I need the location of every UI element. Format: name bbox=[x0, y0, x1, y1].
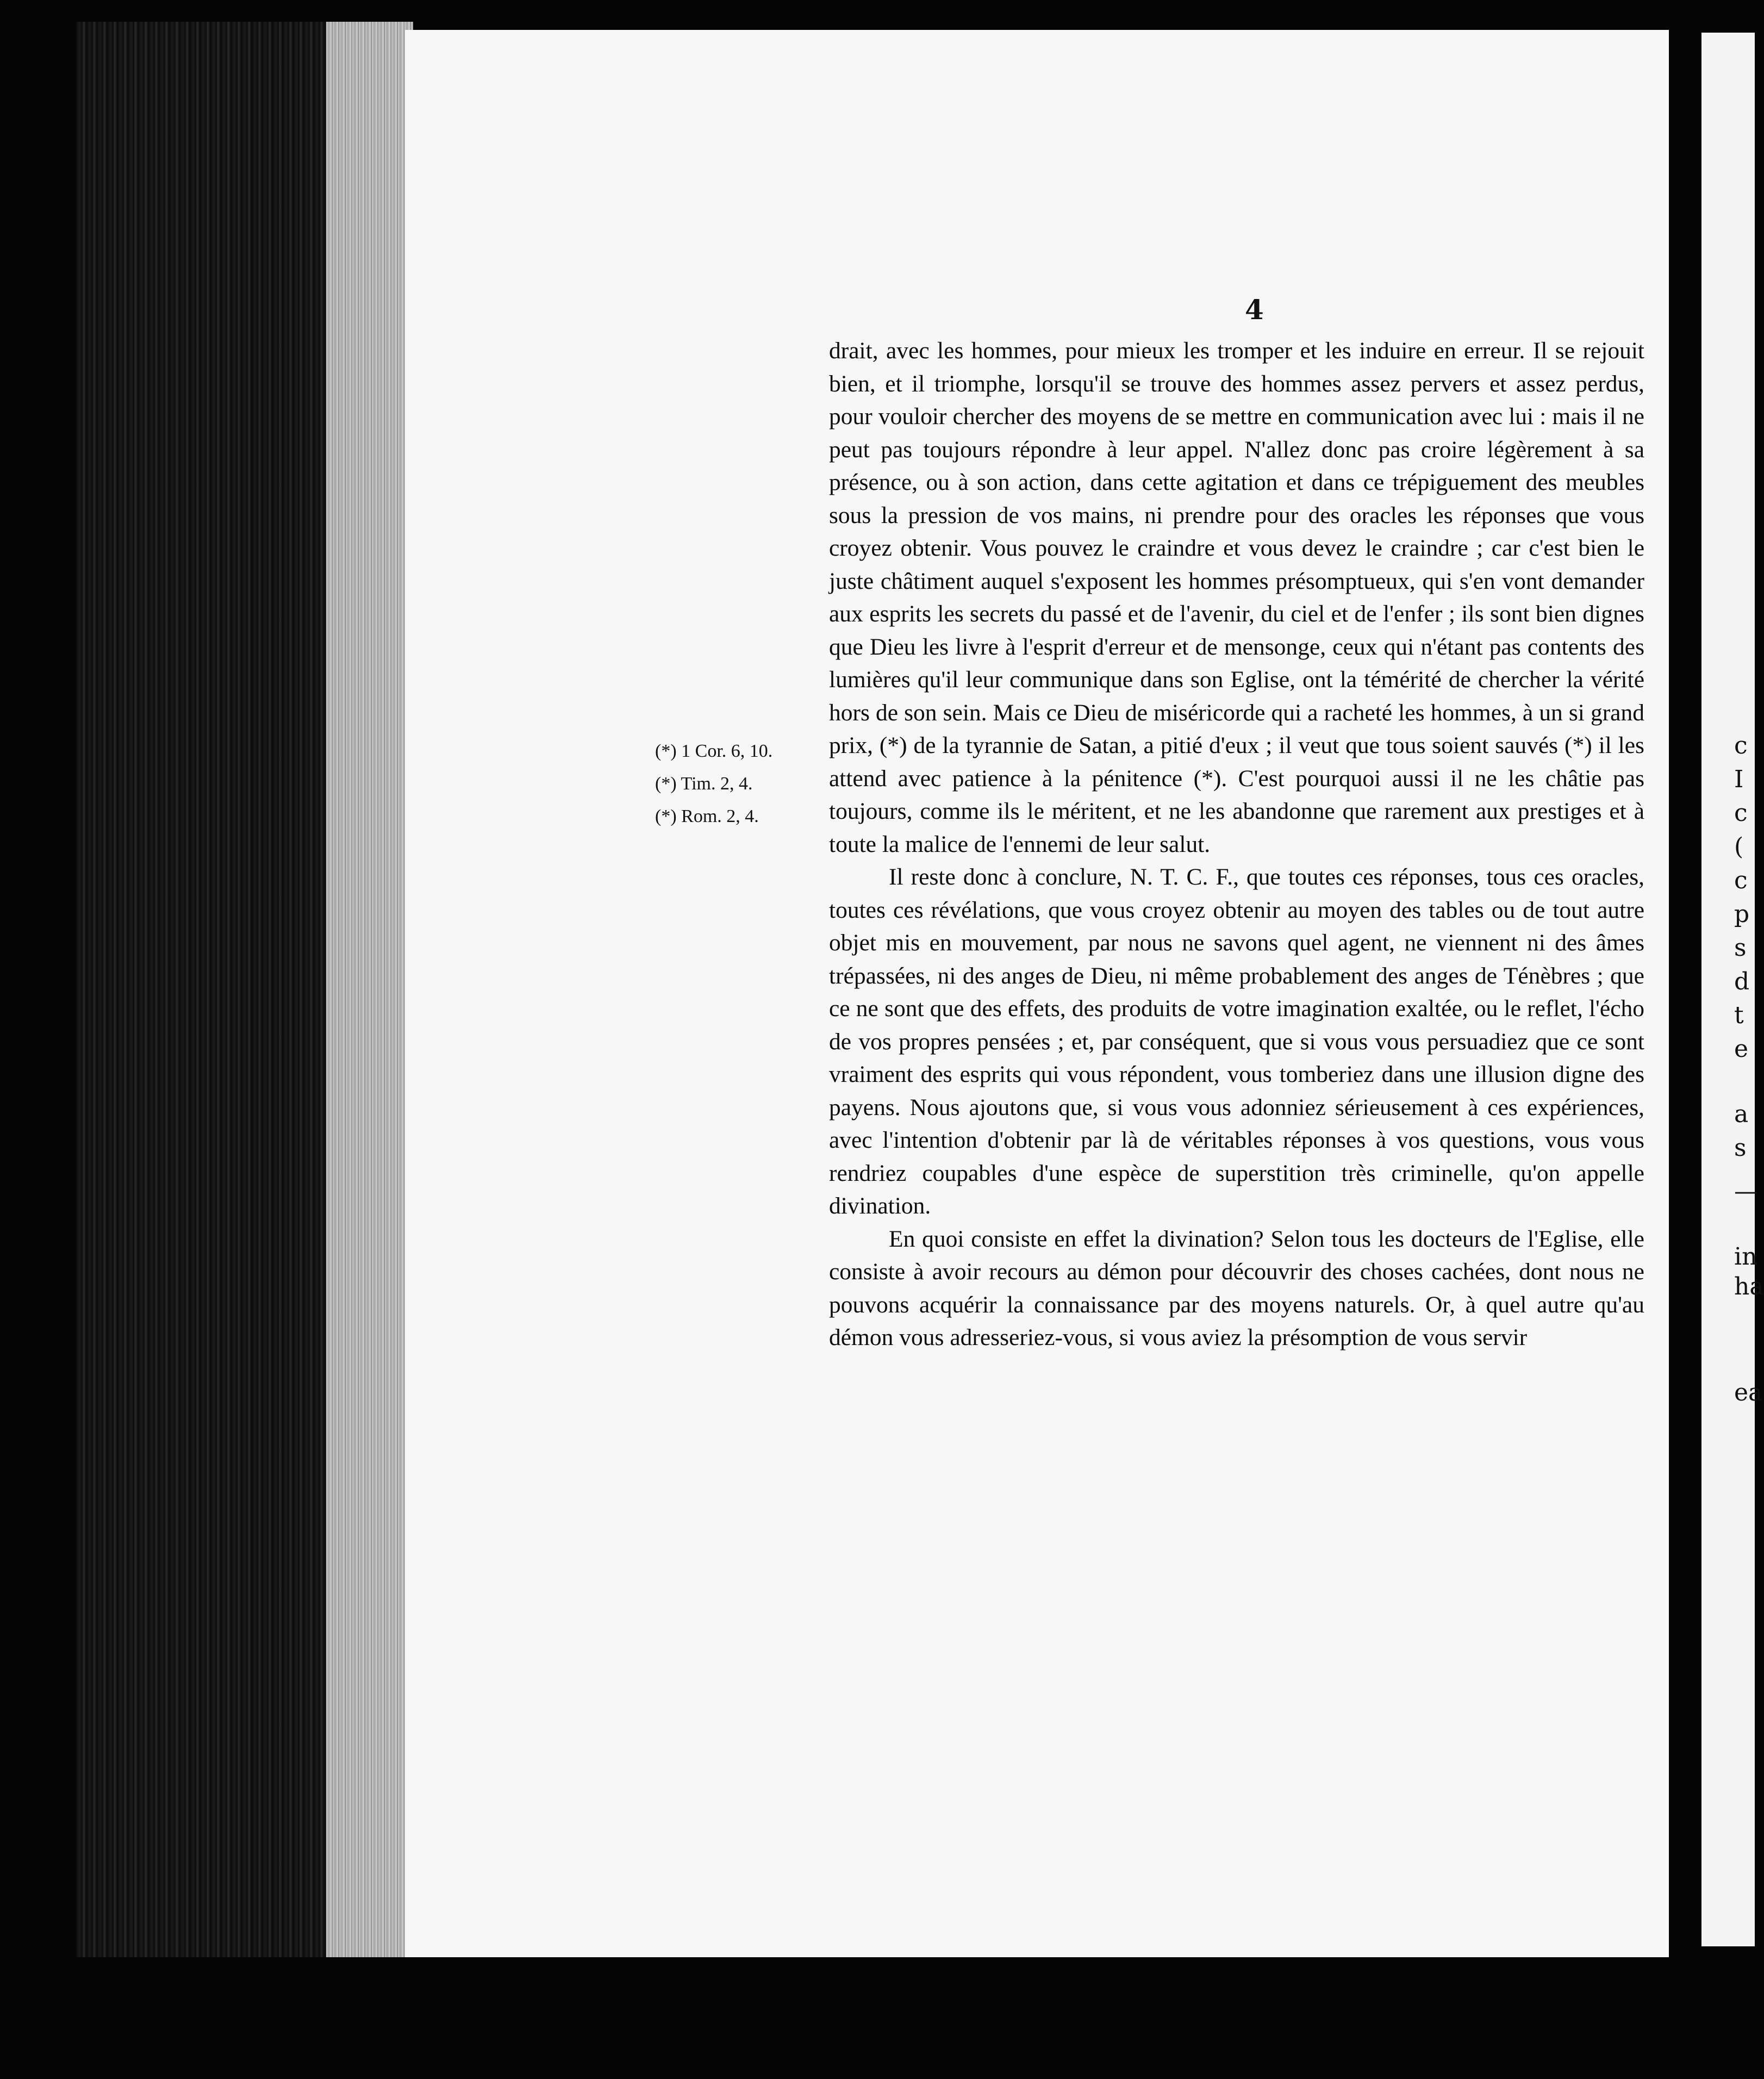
body-text bbox=[829, 334, 1644, 1354]
page-edges bbox=[326, 22, 413, 1957]
margin-notes bbox=[655, 735, 818, 833]
adjacent-page-fragment: I bbox=[1734, 765, 1744, 793]
adjacent-page-fragment: c bbox=[1734, 732, 1748, 760]
adjacent-page-fragment: in bbox=[1734, 1243, 1757, 1271]
margin-note: (*) Rom. 2, 4. bbox=[655, 806, 759, 826]
adjacent-page-fragment: d bbox=[1734, 968, 1750, 995]
adjacent-page-fragment: c bbox=[1734, 799, 1748, 827]
adjacent-page-fragment: ha bbox=[1734, 1273, 1764, 1300]
adjacent-page-fragment: t bbox=[1734, 1001, 1744, 1029]
adjacent-page-fragment: p bbox=[1734, 900, 1750, 928]
adjacent-page-fragment: ea bbox=[1734, 1379, 1763, 1406]
paragraph: Il reste donc à conclure, N. T. C. F., que toutes ces réponses, tous ces oracles, toutes ces révélations, que vous croyez obtenir au moyen des tables ou de tout autre objet mis en mouvement, par nous ne savons quel agent, ne viennent ni des âmes trépassées, ni des anges de Dieu, ni même probablement des anges de Ténèbres ; que ce ne sont que des effets, des produits de votre imagination exaltée, ou le reflet, l'écho de vos propres pensées ; et, par conséquent, que si vous vous persuadiez que ce sont vraiment des esprits qui vous répondent, vous tomberiez dans une illusion digne des payens. Nous ajoutons que, si vous vous adonniez sérieusement à ces expériences, avec l'intention d'obtenir par là de véritables réponses à vos questions, vous vous rendriez coupables d'une espèce de superstition très criminelle, qu'on appelle divination. bbox=[829, 864, 1644, 1219]
paragraph: En quoi consiste en effet la divination? Selon tous les docteurs de l'Eglise, elle consiste à avoir recours au démon pour découvrir des choses cachées, dont nous ne pouvons acquérir la connaissance par des moyens naturels. Or, à quel autre qu'au démon vous adresseriez-vous, si vous aviez la présomption de vous servir bbox=[829, 1225, 1644, 1350]
adjacent-page-fragment: s bbox=[1734, 1134, 1747, 1162]
adjacent-page-fragment: s bbox=[1734, 934, 1747, 962]
adjacent-page-fragment: c bbox=[1734, 867, 1748, 894]
adjacent-page-fragment: e bbox=[1734, 1035, 1749, 1063]
adjacent-page-fragment: ( bbox=[1734, 833, 1744, 861]
page-number: 4 bbox=[1245, 294, 1264, 326]
margin-note: (*) Tim. 2, 4. bbox=[655, 774, 753, 794]
paragraph: drait, avec les hommes, pour mieux les tromper et les induire en erreur. Il se rejouit bien, et il triomphe, lorsqu'il se trouve des hommes assez pervers et assez perdus, pour vouloir chercher des moyens de se mettre en communication avec lui : mais il ne peut pas toujours répondre à leur appel. N'allez donc pas croire légèrement à sa présence, ou à son action, dans cette agitation et dans ce trépiguement des meubles sous la pression de vos mains, ni prendre pour des oracles les réponses que vous croyez obtenir. Vous pouvez le craindre et vous devez le craindre ; car c'est bien le juste châtiment auquel s'exposent les hommes présomptueux, qui s'en vont demander aux esprits les secrets du passé et de l'avenir, du ciel et de l'enfer ; ils sont bien dignes que Dieu les livre à l'esprit d'erreur et de mensonge, ceux qui n'étant pas contents des lumières qu'il leur communique dans son Eglise, ont la témérité de chercher la vérité hors de son sein. Mais ce Dieu de miséricorde qui a racheté les hommes, à un si grand prix, (*) de la tyrannie de Satan, a pitié d'eux ; il veut que tous soient sauvés (*) il les attend avec patience à la pénitence (*). C'est pourquoi aussi il ne les châtie pas toujours, comme ils le méritent, et ne les abandonne que rarement aux prestiges et à toute la malice de l'ennemi de leur salut. bbox=[829, 338, 1644, 857]
margin-note: (*) 1 Cor. 6, 10. bbox=[655, 741, 773, 761]
adjacent-page-fragment: — bbox=[1734, 1178, 1758, 1205]
adjacent-page-fragment: a bbox=[1734, 1100, 1749, 1128]
